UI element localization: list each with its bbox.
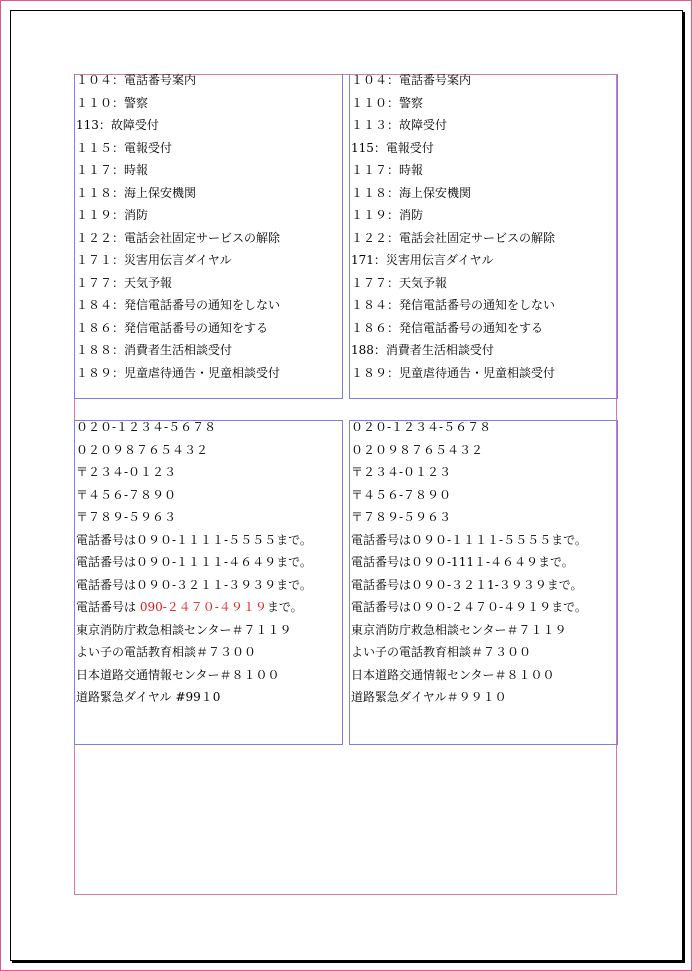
highlighted-phone-number: 090‐２４７０‐４９１９ <box>139 600 267 614</box>
list-item: １１９：消防 <box>76 208 149 222</box>
list-item: １１８：海上保安機関 <box>76 185 197 200</box>
list-item: 〒４５６‐７８９０ <box>76 487 177 502</box>
list-item-highlighted <box>75 600 342 623</box>
list-item: １８８：消費者生活相談受付 <box>76 343 233 357</box>
list-item: 東京消防庁救急相談センター＃７１１９ <box>76 622 292 637</box>
phone-prefix: 電話番号は <box>76 600 140 614</box>
list-item: 〒２３４‐０１２３ <box>351 465 452 479</box>
list-item: 171：災害用伝言ダイヤル <box>351 253 494 267</box>
list-item: 電話番号は０９０‐111１‐４６４９まで。 <box>351 555 574 569</box>
list-item: １１７：時報 <box>351 163 424 177</box>
list-item: 電話番号は０９０‐３２１1‐３９３９まで。 <box>351 577 583 592</box>
list-item: 電話番号は０９０‐２４７０‐４９１９まで。 <box>351 600 587 614</box>
list-item: 道路緊急ダイヤル＃９９１０ <box>351 690 507 704</box>
list-item: 113：故障受付 <box>76 118 159 132</box>
list-item: 〒４５６‐７８９０ <box>351 487 452 502</box>
list-item: １０４：電話番号案内 <box>76 74 197 87</box>
list-item: １７７：天気予報 <box>351 275 448 290</box>
text-box-bottom-left[interactable] <box>74 420 343 745</box>
list-item: 電話番号は０９０‐１１１１‐４６４９まで。 <box>76 555 312 569</box>
list-item: １８４：発信電話番号の通知をしない <box>76 298 281 312</box>
list-item: よい子の電話教育相談＃７３００ <box>351 645 532 659</box>
list-item: ０２０‐１２３４‐５６７８ <box>351 420 492 434</box>
list-item: １１０：警察 <box>76 95 149 110</box>
list-item: 〒７８９‐５９６３ <box>76 510 177 524</box>
list-item: １８６：発信電話番号の通知をする <box>76 320 269 335</box>
list-item: １８９：児童虐待通告・児童相談受付 <box>351 365 556 380</box>
list-item: １７７：天気予報 <box>76 275 173 290</box>
list-item: 〒７８９‐５９６３ <box>351 510 452 524</box>
list-item: 電話番号は０９０‐１１１１‐５５５５まで。 <box>76 532 312 547</box>
phone-suffix: まで。 <box>266 600 303 614</box>
list-item: 日本道路交通情報センター＃８１００ <box>351 667 555 682</box>
list-item: １２２：電話会社固定サービスの解除 <box>76 230 281 245</box>
text-box-top-right[interactable] <box>349 74 618 399</box>
list-item: 〒２３４‐０１２３ <box>76 465 177 479</box>
list-item: 電話番号は０９０‐３２１１‐３９３９まで。 <box>76 577 312 592</box>
list-item: よい子の電話教育相談＃７３００ <box>76 645 257 659</box>
service-number-list <box>75 74 342 388</box>
list-item: １８４：発信電話番号の通知をしない <box>351 298 556 312</box>
list-item: １２２：電話会社固定サービスの解除 <box>351 230 556 245</box>
text-box-top-left[interactable] <box>74 74 343 399</box>
service-number-list <box>350 74 617 388</box>
list-item: 電話番号は０９０‐１１１１‐５５５５まで。 <box>351 532 587 547</box>
text-box-bottom-right[interactable] <box>349 420 618 745</box>
list-item: 188：消費者生活相談受付 <box>351 343 494 357</box>
list-item: 115：電報受付 <box>351 140 434 155</box>
list-item: １０４：電話番号案内 <box>351 74 472 87</box>
list-item: １８９：児童虐待通告・児童相談受付 <box>76 365 281 380</box>
list-item: １１３：故障受付 <box>351 118 448 132</box>
list-item: 日本道路交通情報センター＃８１００ <box>76 667 280 682</box>
list-item: １１５：電報受付 <box>76 140 173 155</box>
list-item: １１７：時報 <box>76 163 149 177</box>
list-item: 東京消防庁救急相談センター＃７１１９ <box>351 622 567 637</box>
list-item: ０２０‐１２３４‐５６７８ <box>76 420 217 434</box>
list-item: 道路緊急ダイヤル #99１0 <box>76 690 221 704</box>
list-item: １１９：消防 <box>351 208 424 222</box>
phone-number-list <box>350 420 617 713</box>
list-item: １１０：警察 <box>351 95 424 110</box>
phone-number-list <box>75 420 342 713</box>
list-item: １７１：災害用伝言ダイヤル <box>76 253 232 267</box>
list-item: １１８：海上保安機関 <box>351 185 472 200</box>
list-item: １８６：発信電話番号の通知をする <box>351 320 544 335</box>
list-item: ０２０９８７６５４３２ <box>351 442 484 457</box>
list-item: ０２０９８７６５４３２ <box>76 442 209 457</box>
